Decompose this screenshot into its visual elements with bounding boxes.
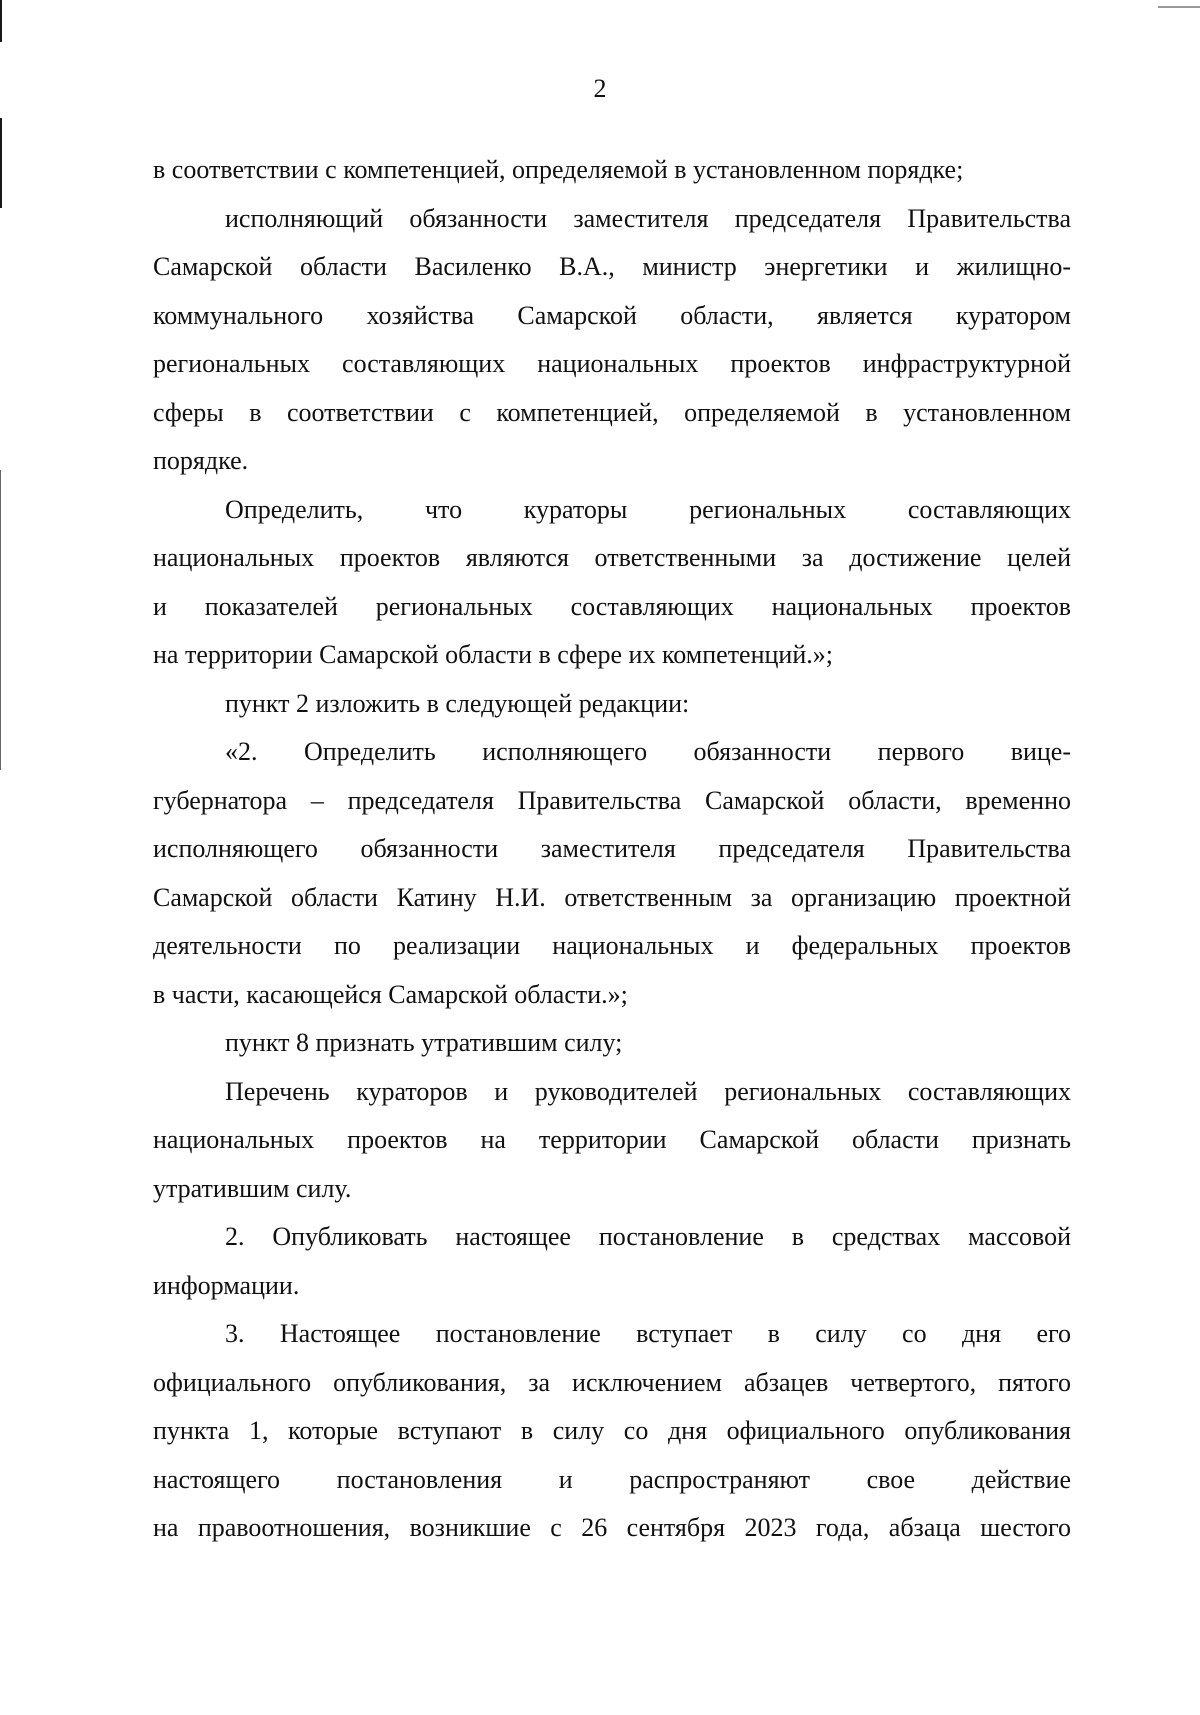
text-line: пункт 2 изложить в следующей редакции:: [225, 688, 690, 718]
text-line: сферы в соответствии с компетенцией, определяемой в установленном: [153, 397, 1071, 427]
text-line: утратившим силу.: [153, 1173, 352, 1203]
text-line: Самарской области Катину Н.И. ответственным за организацию проектной: [153, 882, 1071, 912]
page-number: 2: [593, 74, 607, 103]
text-line: в соответствии с компетенцией, определяемой в установленном порядке;: [153, 155, 964, 184]
scan-corner-mark: [1158, 6, 1200, 8]
text-line: национальных проектов на территории Самарской области признать: [153, 1125, 1071, 1154]
text-line: исполняющий обязанности заместителя председателя Правительства: [225, 203, 1071, 233]
text-line: на правоотношения, возникшие с 26 сентября 2023 года, абзаца шестого: [153, 1513, 1071, 1542]
text-line: в части, касающейся Самарской области.»;: [153, 979, 628, 1009]
text-line: Перечень кураторов и руководителей региональных составляющих: [225, 1076, 1071, 1106]
document-body: [153, 146, 1071, 1553]
text-line: национальных проектов являются ответственными за достижение целей: [153, 543, 1071, 572]
text-line: порядке.: [153, 446, 249, 475]
text-line: губернатора – председателя Правительства Самарской области, временно: [153, 785, 1071, 815]
scan-edge-mark: [0, 470, 1, 770]
text-line: Определить, что кураторы региональных составляющих: [225, 494, 1071, 524]
text-line: деятельности по реализации национальных и федеральных проектов: [153, 931, 1071, 960]
text-line: 2. Опубликовать настоящее постановление в средствах массовой: [225, 1222, 1071, 1251]
scan-edge-mark: [0, 0, 2, 42]
text-line: пункта 1, которые вступают в силу со дня официального опубликования: [153, 1416, 1071, 1445]
text-line: и показателей региональных составляющих национальных проектов: [153, 591, 1071, 621]
text-line: «2. Определить исполняющего обязанности первого вице-: [225, 737, 1071, 766]
text-line: пункт 8 признать утратившим силу;: [225, 1028, 623, 1057]
text-line: на территории Самарской области в сфере их компетенций.»;: [153, 640, 833, 669]
text-line: 3. Настоящее постановление вступает в силу со дня его: [225, 1319, 1071, 1348]
text-line: коммунального хозяйства Самарской области, является куратором: [153, 300, 1071, 330]
scan-edge-mark: [0, 118, 2, 208]
text-line: исполняющего обязанности заместителя председателя Правительства: [153, 834, 1071, 863]
text-line: информации.: [153, 1270, 300, 1300]
text-line: региональных составляющих национальных проектов инфраструктурной: [153, 349, 1071, 378]
text-line: Самарской области Василенко В.А., министр энергетики и жилищно-: [153, 252, 1071, 281]
text-line: официального опубликования, за исключением абзацев четвертого, пятого: [153, 1367, 1071, 1397]
text-line: настоящего постановления и распространяют свое действие: [153, 1464, 1071, 1494]
